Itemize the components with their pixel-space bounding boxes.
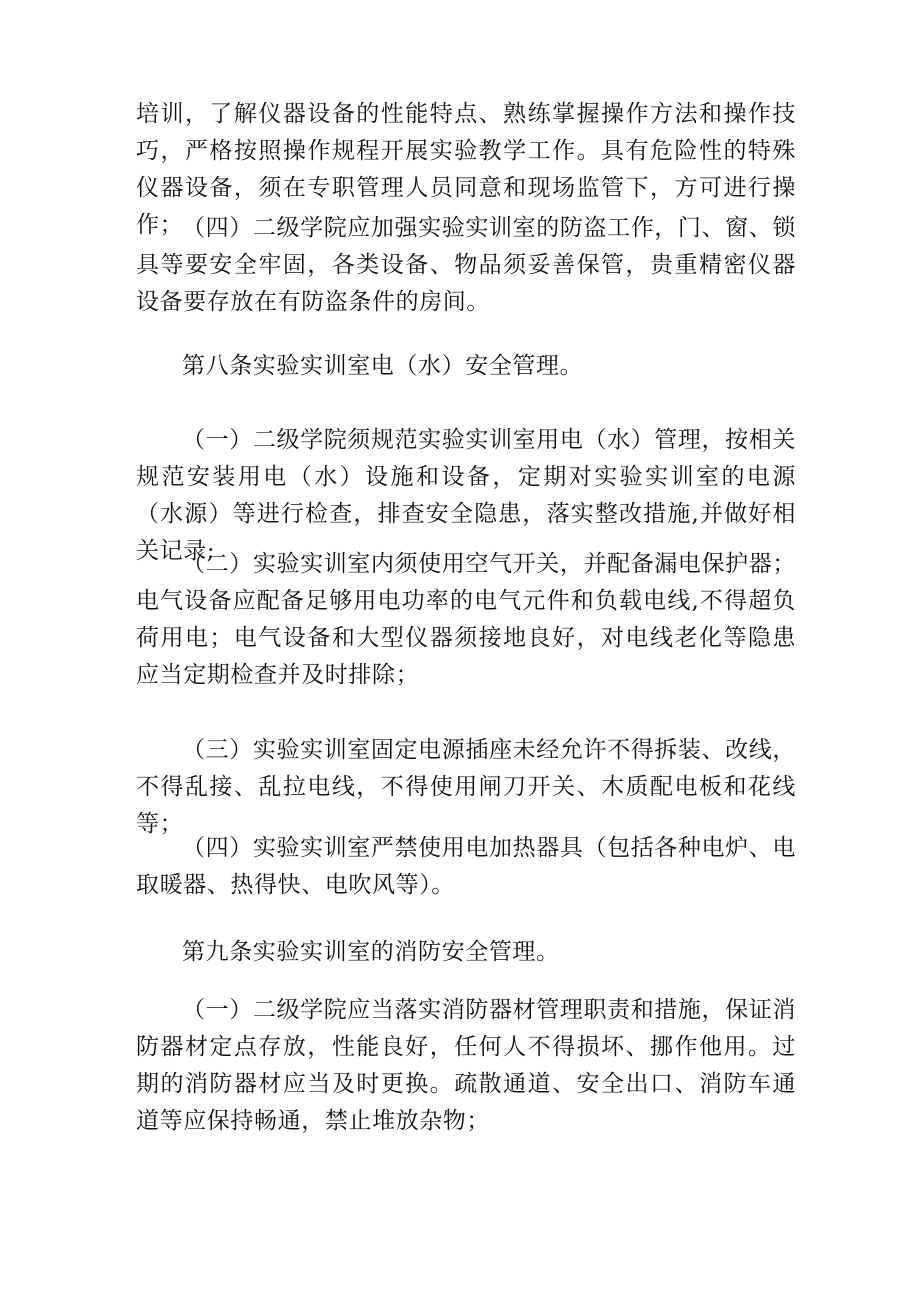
paragraph-heating-appliances: （四）实验实训室严禁使用电加热器具（包括各种电炉、电取暖器、热得快、电吹风等）。 [136,835,796,898]
paragraph-air-switch: （二）实验实训室内须使用空气开关，并配备漏电保护器；电气设备应配备足够用电功率的电气元件和负载电线,不得超负荷用电；电气设备和大型仪器须接地良好，对电线老化等隐患应当定期检查并及时排除； [136,551,796,688]
paragraph-training-continuation: 培训，了解仪器设备的性能特点、熟练掌握操作方法和操作技巧，严格按照操作规程开展实验教学工作。具有危险性的特殊仪器设备，须在专职管理人员同意和现场监管下，方可进行操作； [136,101,796,238]
paragraph-fire-equipment: （一）二级学院应当落实消防器材管理职责和措施，保证消防器材定点存放，性能良好，任何人不得损坏、挪作他用。过期的消防器材应当及时更换。疏散通道、安全出口、消防车通道等应保持畅通，禁止堆放杂物； [136,997,796,1134]
paragraph-anti-theft: （四）二级学院应加强实验实训室的防盗工作，门、窗、锁具等要安全牢固，各类设备、物品须妥善保管，贵重精密仪器设备要存放在有防盗条件的房间。 [136,215,796,315]
article-9-heading: 第九条实验实训室的消防安全管理。 [182,939,560,965]
article-8-heading: 第八条实验实训室电（水）安全管理。 [182,353,584,379]
paragraph-power-sockets: （三）实验实训室固定电源插座未经允许不得拆装、改线，不得乱接、乱拉电线，不得使用闸刀开关、木质配电板和花线等； [136,737,796,837]
paragraph-electricity-water-management: （一）二级学院须规范实验实训室用电（水）管理，按相关规范安装用电（水）设施和设备，定期对实验实训室的电源（水源）等进行检查，排查安全隐患，落实整改措施,并做好相关记录; [136,427,796,564]
